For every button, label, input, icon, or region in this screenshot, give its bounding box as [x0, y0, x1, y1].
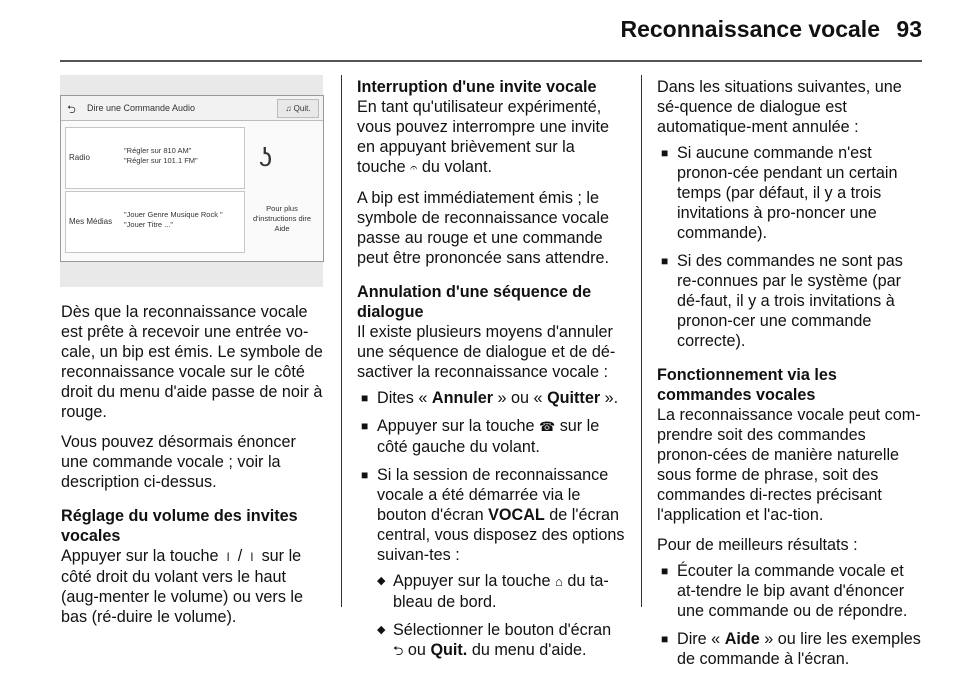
text-span: du ta-bleau de bord.	[393, 572, 609, 611]
paragraph	[357, 97, 625, 178]
list-item	[657, 143, 924, 243]
paragraph: Dès que la reconnaissance vocale est prête à recevoir une entrée vo-cale, un bip est émis. Le symbole de reconnaissance vocale sur le côté droit du menu d'aide passe de noir à rouge.	[61, 303, 323, 421]
row-commands	[124, 146, 198, 166]
text-span: En tant qu'utilisateur expérimenté, vous pouvez interrompre une invite en appuyant brièvement sur la touche	[357, 98, 609, 176]
header-divider	[60, 60, 922, 62]
text-span: sur le côté droit du volant vers le haut (aug-menter le volume) ou vers le bas (ré-duire le volume).	[61, 547, 304, 626]
section-heading: Fonctionnement via les commandes vocales	[657, 366, 837, 404]
paragraph: Il existe plusieurs moyens d'annuler une séquence de dialogue et de dé-sactiver la reconnaissance vocale :	[357, 323, 616, 381]
volume-up-icon: ⏽	[222, 549, 234, 564]
text-span: Dire «	[677, 630, 721, 648]
paragraph	[61, 546, 325, 627]
text-span: Appuyer sur la touche	[393, 572, 551, 590]
diamond-bullet-icon: ◆	[377, 575, 386, 587]
column-2	[357, 77, 625, 669]
volume-down-icon: ⏽	[246, 549, 258, 564]
text-span: du volant.	[421, 158, 493, 176]
text-span: » ou lire les exemples de commande à l'écran.	[677, 630, 921, 668]
text-span: ».	[604, 389, 619, 407]
paragraph: Pour de meilleurs résultats :	[657, 536, 858, 554]
list-item	[657, 251, 924, 351]
bullet-icon: ■	[661, 632, 669, 646]
command-example: "Jouer Genre Musique Rock "	[124, 210, 223, 219]
bullet-icon: ■	[661, 254, 669, 268]
text-span: du menu d'aide.	[471, 641, 587, 659]
text-span: Si aucune commande n'est pronon-cée pendant un certain temps (par défaut, il y a trois invitations à pro-noncer une commande).	[677, 144, 898, 242]
text-span: Appuyer sur la touche	[377, 417, 535, 435]
text-span: VOCAL	[488, 506, 545, 524]
page-title: Reconnaissance vocale	[620, 16, 880, 42]
command-example: "Jouer Titre ..."	[124, 220, 174, 229]
row-commands	[124, 210, 223, 230]
text-span: Quit.	[430, 641, 468, 659]
help-line: Pour plus	[266, 204, 298, 213]
back-arrow-icon[interactable]: ⮌	[67, 104, 76, 116]
section-heading: Interruption d'une invite vocale	[357, 78, 597, 96]
list-item	[357, 465, 625, 565]
text-span: de l'écran central, vous disposez des options suivan-tes :	[377, 506, 625, 564]
sub-list-item	[357, 620, 625, 661]
text-span: Annuler	[431, 389, 494, 407]
screen-title-bar	[61, 96, 323, 121]
paragraph: La reconnaissance vocale peut com-prendre soit des commandes pronon-cées de manière naturelle sous forme de phrase, soit des commandes di-rectes précisant l'application et l'ac-tion.	[657, 406, 921, 524]
page-number: 93	[896, 16, 922, 42]
list-item	[657, 629, 924, 669]
bullet-icon: ■	[361, 391, 369, 405]
text-span: ou	[407, 641, 426, 659]
bullet-icon: ■	[661, 146, 669, 160]
text-span: sur le côté gauche du volant.	[377, 417, 600, 456]
voice-button-icon: 𝄐	[410, 160, 418, 175]
row-label: Radio	[69, 153, 90, 162]
text-span: Aide	[724, 630, 760, 648]
list-item	[357, 416, 625, 457]
column-divider	[341, 75, 342, 607]
command-example: "Régler sur 101.1 FM"	[124, 156, 198, 165]
diamond-bullet-icon: ◆	[377, 624, 386, 636]
page-header	[0, 0, 960, 60]
voice-recognition-icon: ʖ	[259, 142, 272, 172]
column-3	[657, 77, 924, 677]
home-icon: ⌂	[554, 574, 563, 589]
command-row-radio	[65, 127, 245, 189]
column-1	[61, 302, 325, 637]
bullet-icon: ■	[361, 468, 369, 482]
command-row-media	[65, 191, 245, 253]
text-span: /	[237, 547, 243, 565]
list-item	[657, 561, 924, 621]
voice-help-screen	[60, 95, 324, 262]
help-line: d'instructions dire	[252, 214, 312, 223]
text-span: Sélectionner le bouton d'écran	[393, 621, 612, 639]
paragraph: Vous pouvez désormais énoncer une commande vocale ; voir la description ci-dessus.	[61, 433, 296, 491]
paragraph: A bip est immédiatement émis ; le symbole de reconnaissance vocale passe au rouge et une commande peut être prononcée sans attendre.	[357, 189, 609, 267]
text-span: Appuyer sur la touche	[61, 547, 219, 565]
screen-title: Dire une Commande Audio	[87, 103, 196, 113]
text-span: Dites «	[377, 389, 428, 407]
text-span: » ou «	[497, 389, 543, 407]
text-span: Si la session de reconnaissance vocale a été démarrée via le bouton d'écran	[377, 466, 609, 524]
section-heading: Réglage du volume des invites vocales	[61, 507, 298, 545]
text-span: Si des commandes ne sont pas re-connues par le système (par dé-faut, il y a trois invitations à pronon-cer une commande correcte).	[677, 252, 903, 350]
command-example: "Régler sur 810 AM"	[124, 146, 192, 155]
back-arrow-icon: ⮌	[393, 643, 404, 658]
bullet-icon: ■	[361, 419, 369, 433]
section-heading: Annulation d'une séquence de dialogue	[357, 283, 592, 321]
row-label: Mes Médias	[69, 217, 113, 226]
sub-list-item	[357, 571, 625, 612]
help-hint	[247, 204, 317, 234]
text-span: Écouter la commande vocale et at-tendre le bip avant d'énoncer une commande ou de répondre.	[677, 562, 908, 620]
list-item	[357, 388, 625, 408]
bullet-icon: ■	[661, 564, 669, 578]
text-span: Quitter	[547, 389, 601, 407]
quit-button[interactable]: ♫ Quit.	[277, 99, 319, 118]
paragraph: Dans les situations suivantes, une sé-quence de dialogue est automatique-ment annulée :	[657, 78, 902, 136]
help-line: Aide	[274, 224, 290, 233]
end-call-icon: ☎	[538, 419, 556, 434]
column-divider	[641, 75, 642, 607]
